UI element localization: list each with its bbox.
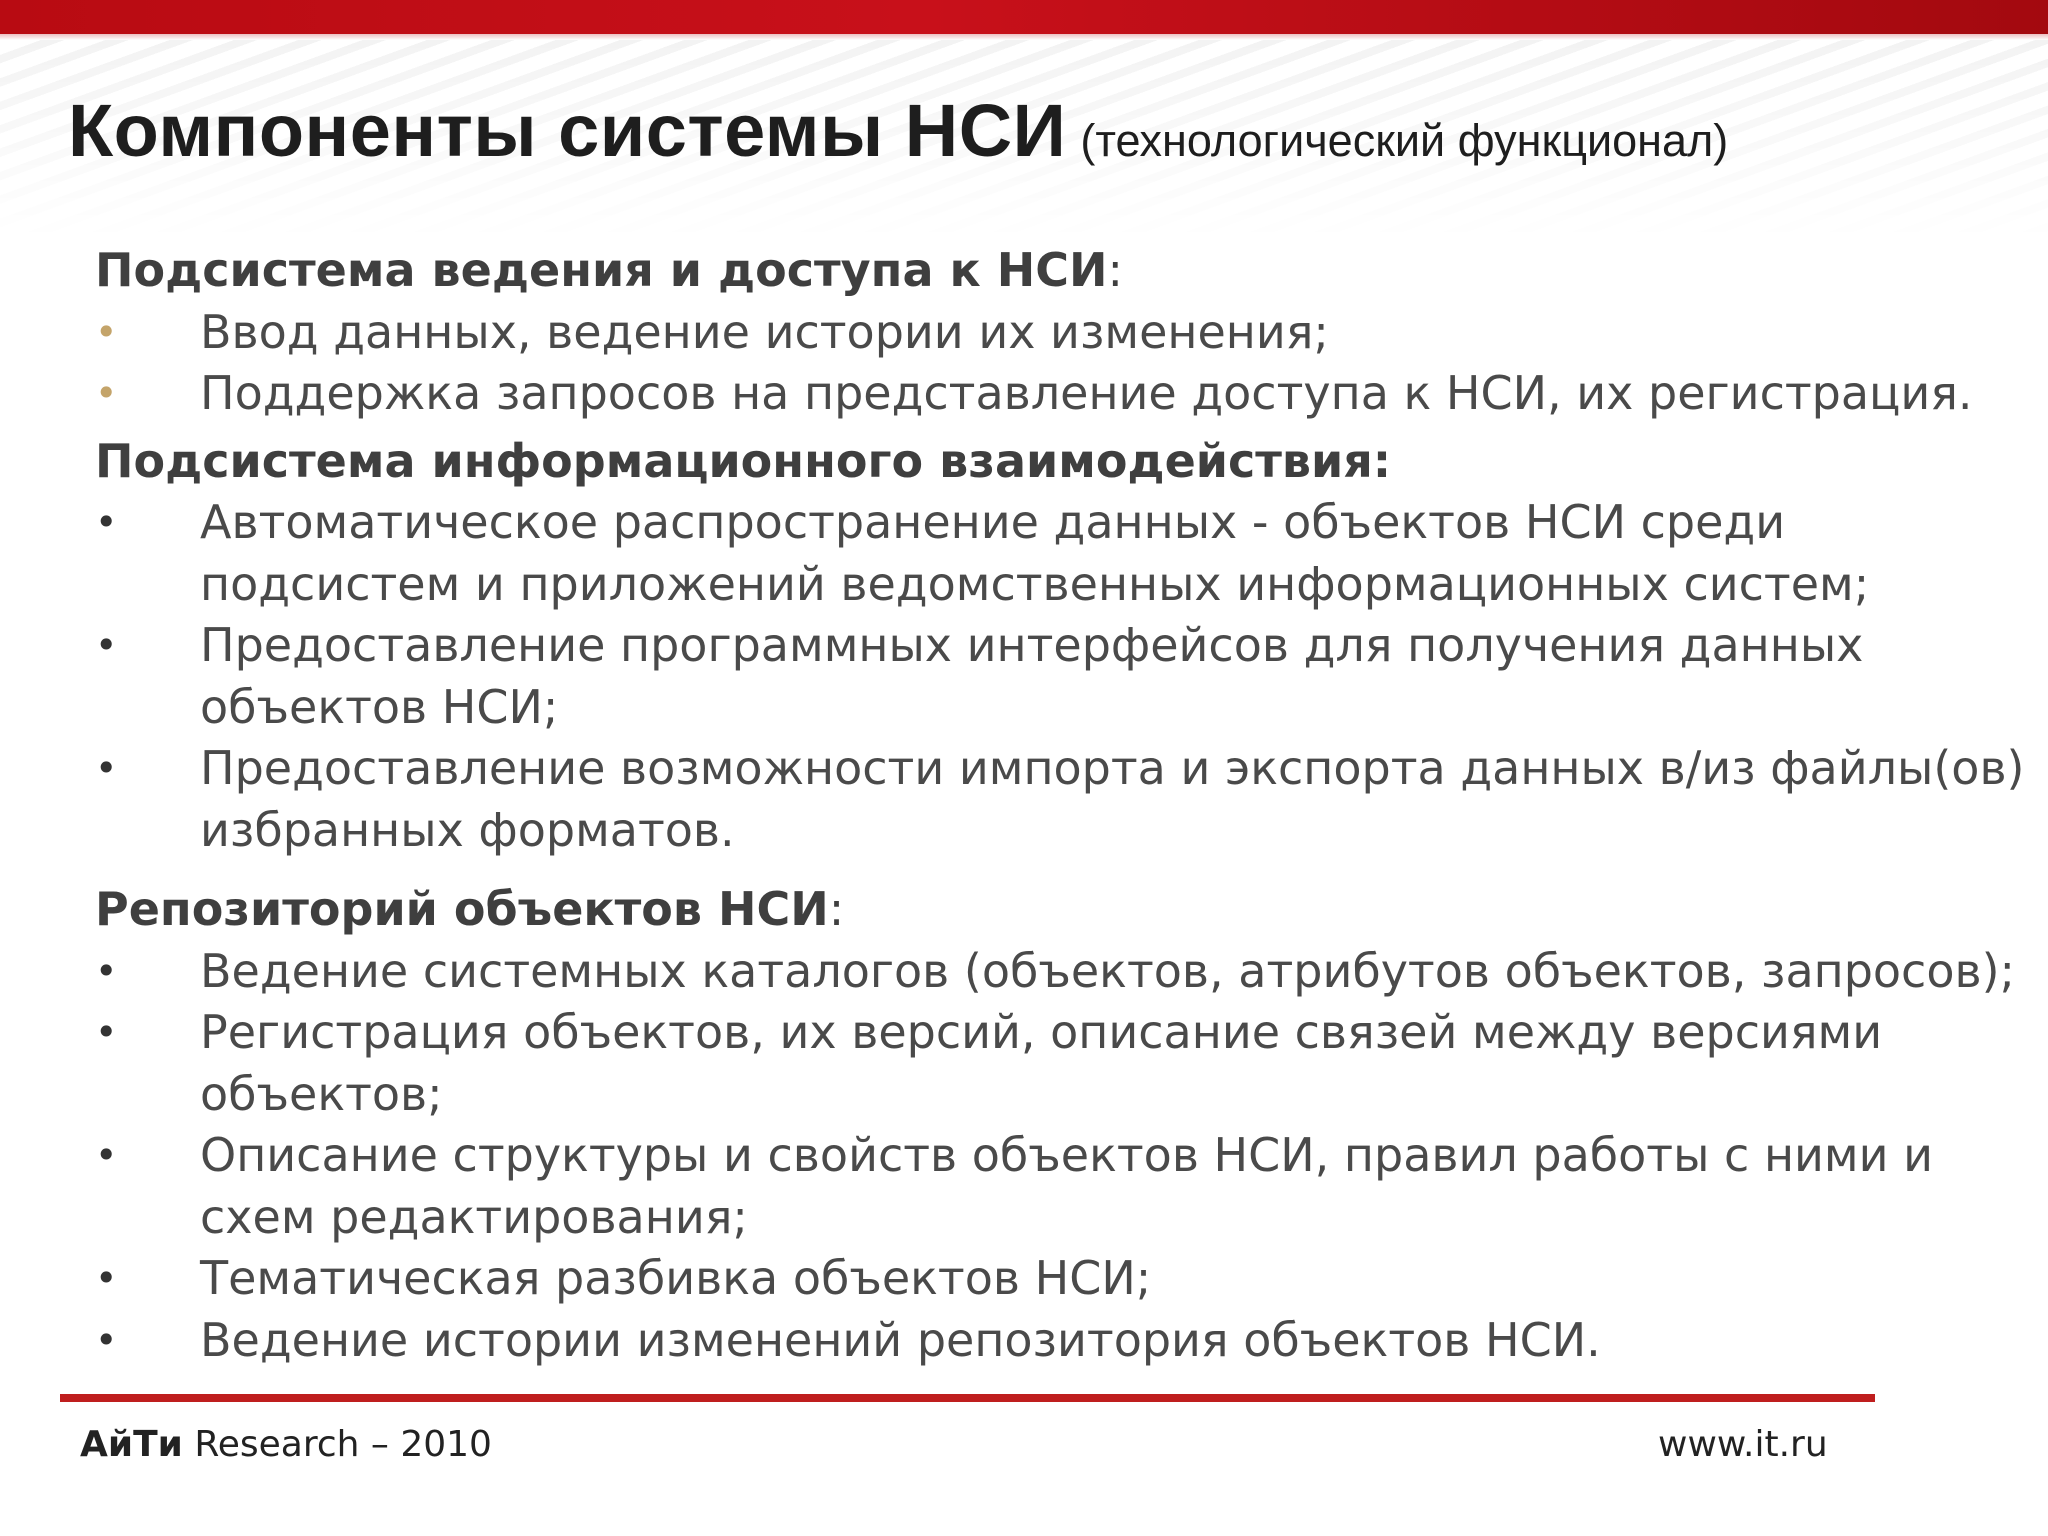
list-item-text: Предоставление возможности импорта и экспорта данных в/из файлы(ов) избранных форматов. [200,741,2025,857]
bullet-icon: • [95,371,118,415]
list-item [95,615,2025,738]
footer-brand-name: АйТи [80,1424,183,1465]
section-heading-text: Подсистема информационного взаимодействия: [95,433,1392,488]
list-item-text: Тематическая разбивка объектов НСИ; [200,1251,1152,1305]
bullet-icon: • [95,1256,118,1300]
title-subtitle: (технологический функционал) [1080,115,1729,166]
bullet-icon: • [95,500,118,544]
list-item [95,1002,2025,1125]
content-body [95,240,2025,1371]
list-item-text: Регистрация объектов, их версий, описание связей между версиями объектов; [200,1005,1883,1121]
section-heading [95,240,2025,302]
list-item [95,363,2025,425]
list-item-text: Описание структуры и свойств объектов НСИ, правил работы с ними и схем редактирования; [200,1128,1934,1244]
list-item-text: Ведение истории изменений репозитория объектов НСИ. [200,1312,1601,1367]
section-heading-text: Репозиторий объектов НСИ [95,882,829,936]
list-item [95,1248,2025,1310]
slide-title [68,88,1728,173]
bullet-icon: • [95,1317,118,1362]
bullet-icon: • [95,948,118,993]
bullet-icon: • [95,1010,118,1054]
bullet-icon: • [95,746,118,790]
list-item-text: Предоставление программных интерфейсов для получения данных объектов НСИ; [200,618,1864,734]
bullet-icon: • [95,309,118,354]
list-item-text: Ведение системных каталогов (объектов, атрибутов объектов, запросов); [200,943,2016,998]
bullet-icon: • [95,1133,118,1177]
footer-brand-rest: Research – 2010 [182,1424,492,1465]
list-item-text: Автоматическое распространение данных - объектов НСИ среди подсистем и приложений ведомственных информационных систем; [200,495,1870,611]
section-heading-colon: : [1107,243,1123,297]
list-item-text: Ввод данных, ведение истории их изменения; [200,304,1329,359]
footer-divider [60,1394,1875,1402]
top-red-bar [0,0,2048,34]
footer-url: www.it.ru [1658,1424,1828,1465]
list-item [95,302,2025,364]
title-main: Компоненты системы НСИ [68,89,1067,172]
list-item [95,1310,2025,1372]
list-item [95,492,2025,615]
footer-brand [80,1424,492,1465]
list-item [95,738,2025,861]
section-heading-colon: : [828,882,845,936]
section-spacer [95,861,2025,879]
list-item [95,941,2025,1003]
list-item [95,1125,2025,1248]
section-heading [95,431,2025,493]
section-heading [95,879,2025,941]
section-heading-text: Подсистема ведения и доступа к НСИ [95,243,1108,297]
list-item-text: Поддержка запросов на представление доступа к НСИ, их регистрация. [200,366,1973,420]
bullet-icon: • [95,623,118,667]
